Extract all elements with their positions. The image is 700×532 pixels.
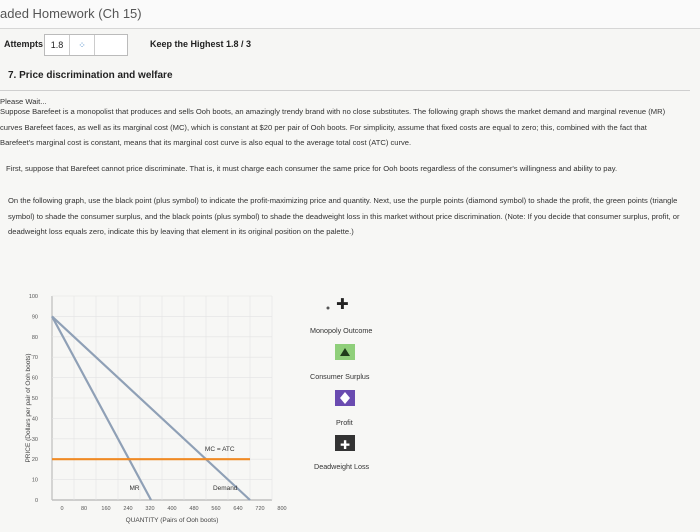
x-tick-label: 640 [233, 506, 243, 512]
x-tick-label: 0 [60, 506, 64, 512]
monopoly-point-icon[interactable] [327, 296, 349, 313]
question-paragraph-3: On the following graph, use the black point (plus symbol) to indicate the profit-maximizing price and quantity. Next, use the purple points (diamond symbol) to shade the profit, the green points (triangle symbol) to shade the consumer surplus, and the black points (plus symbol) to shade the deadweight loss in this market without price discrimination. (Note: If you decide that consumer surplus, profit, or deadweight loss equals zero, indicate this by leaving that element in its original position on the palette.) [8, 196, 680, 236]
question-title: 7. Price discrimination and welfare [8, 70, 173, 81]
svg-text:✚: ✚ [340, 438, 351, 452]
chart-series [52, 316, 250, 500]
demand-line [52, 316, 250, 500]
y-tick-label: 70 [31, 355, 38, 362]
palette [310, 296, 372, 471]
x-tick-label: 80 [80, 506, 88, 512]
curve-label: MC = ATC [204, 446, 235, 454]
x-tick-label: 560 [211, 506, 221, 512]
x-tick-label: 720 [255, 506, 265, 512]
y-tick-label: 50 [31, 396, 38, 402]
dots-icon[interactable]: ⁘ [70, 35, 95, 55]
y-tick-label: 60 [31, 375, 38, 382]
curve-label: Demand [212, 484, 238, 492]
x-tick-label: 320 [145, 506, 155, 512]
y-tick-label: 30 [31, 436, 38, 443]
y-tick-label: 40 [31, 416, 38, 423]
y-tick-label: 10 [31, 477, 38, 484]
please-wait-text: Please Wait... [0, 97, 47, 106]
profit-label: Profit [336, 418, 353, 427]
svg-text:✚: ✚ [336, 296, 349, 313]
x-tick-label: 160 [101, 506, 111, 512]
y-axis-label: PRICE (Dollars per pair of Ooh boots) [25, 353, 32, 463]
chart-grid [52, 296, 272, 500]
deadweight-loss-label: Deadweight Loss [314, 462, 370, 471]
attempts-value: 1.8 [45, 35, 70, 55]
question-paragraph-1: Suppose Barefeet is a monopolist that produces and sells Ooh boots, an amazingly trendy brand with no close substitutes. The following graph shows the market demand and marginal revenue (MR) curves Barefeet faces, as well as its marginal cost (MC), which is constant at $20 per pair of Ooh boots. For simplicity, assume that fixed costs are equal to zero; this, combined with the fact that Barefeet's marginal cost is constant, means that its marginal cost curve is also equal to the average total cost (ATC) curve. [0, 107, 666, 147]
x-axis-label: QUANTITY (Pairs of Ooh boots) [125, 517, 219, 524]
y-tick-label: 20 [31, 457, 38, 464]
consumer-surplus-label: Consumer Surplus [310, 372, 370, 381]
monopoly-outcome-label: Monopoly Outcome [310, 326, 373, 335]
y-tick-label: 80 [31, 334, 38, 341]
curve-label: MR [129, 484, 140, 492]
page-title: aded Homework (Ch 15) [0, 6, 142, 21]
x-tick-label: 240 [123, 506, 133, 512]
y-tick-label: 0 [34, 498, 38, 504]
y-tick-label: 100 [28, 294, 38, 300]
x-tick-label: 800 [277, 506, 287, 512]
keep-highest-label: Keep the Highest 1.8 / 3 [150, 39, 252, 49]
attempts-label: Attempts [4, 39, 44, 49]
x-tick-label: 400 [167, 506, 177, 512]
question-paragraph-2: First, suppose that Barefeet cannot price discriminate. That is, it must charge each consumer the same price for Ooh boots regardless of the consumer's willingness and ability to pay. [6, 164, 618, 173]
mr-line [52, 316, 151, 500]
x-tick-label: 480 [189, 506, 199, 512]
y-tick-label: 90 [31, 314, 38, 321]
